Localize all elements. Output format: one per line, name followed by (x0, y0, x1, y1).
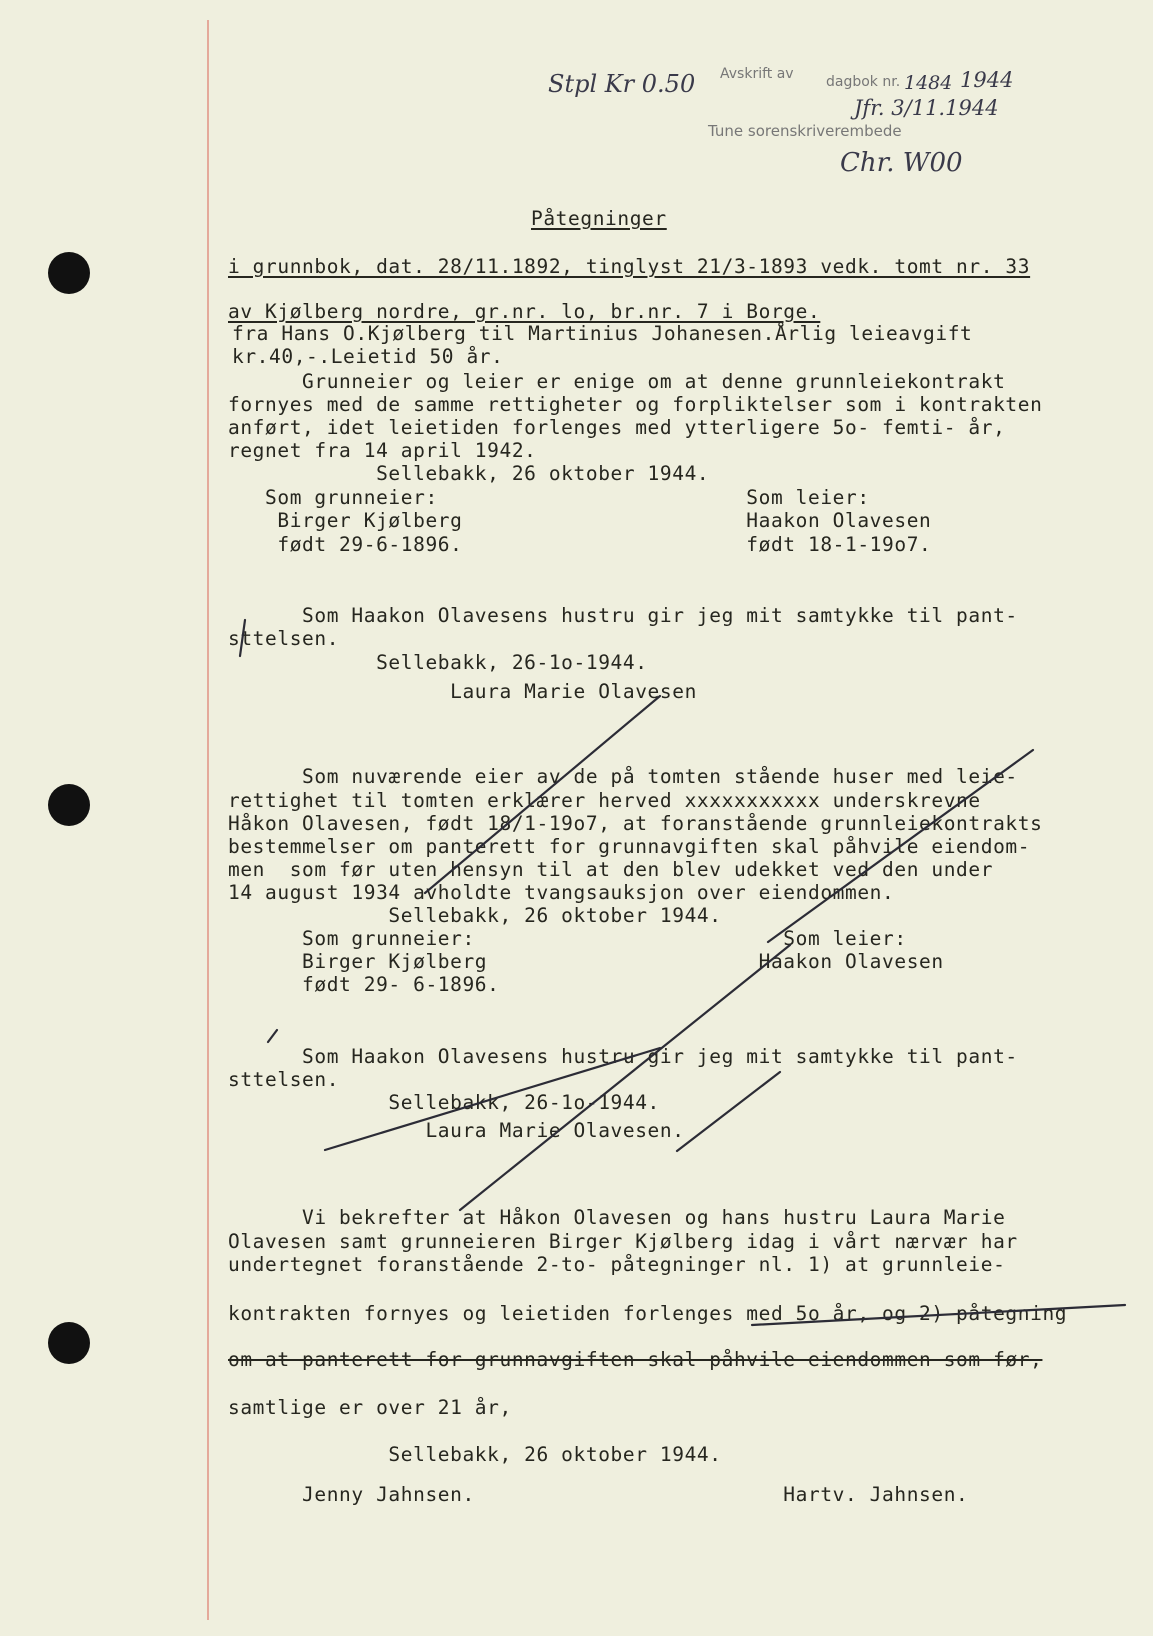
stamp-dagbok-label: dagbok nr. (826, 74, 901, 90)
text-line: samtlige er over 21 år, (228, 1396, 512, 1419)
text-line: Birger Kjølberg Haakon Olavesen (228, 950, 944, 973)
text-line: men som før uten hensyn til at den blev udekket ved den under (228, 858, 994, 881)
text-line: Håkon Olavesen, født 18/1-19o7, at foranstående grunnleiekontrakts (228, 812, 1043, 835)
text-line: fra Hans O.Kjølberg til Martinius Johanesen.Årlig leieavgift (232, 322, 973, 345)
text-line: Laura Marie Olavesen. (228, 1119, 685, 1142)
text-line-struck: om at panterett for grunnavgiften skal påhvile eiendommen som før, (228, 1348, 1043, 1371)
text-line: rettighet til tomten erklærer herved xxxxxxxxxxx underskrevne (228, 789, 981, 812)
text-line: Sellebakk, 26 oktober 1944. (228, 1443, 722, 1466)
text-line: Olavesen samt grunneieren Birger Kjølberg idag i vårt nærvær har (228, 1230, 1018, 1253)
text-line: regnet fra 14 april 1942. (228, 439, 537, 462)
text-line: Som grunneier: Som leier: (228, 927, 907, 950)
stamp-court: Tune sorenskriverembede (708, 122, 902, 140)
stamp-avskrift: Avskrift av (720, 66, 794, 82)
hand-signature-clerk: Chr. W00 (840, 148, 963, 178)
dagbok-year: 1944 (960, 68, 1014, 92)
text-line: bestemmelser om panterett for grunnavgiften skal påhvile eiendom- (228, 835, 1031, 858)
text-line: født 29- 6-1896. (228, 973, 500, 996)
text-line: Sellebakk, 26 oktober 1944. (228, 462, 710, 485)
text-line: i grunnbok, dat. 28/11.1892, tinglyst 21/3-1893 vedk. tomt nr. 33 (228, 255, 1031, 278)
hand-date: Jfr. 3/11.1944 (854, 96, 999, 120)
text-line: undertegnet foranstående 2-to- påtegninger nl. 1) at grunnleie- (228, 1253, 1006, 1276)
text-line: kr.40,-.Leietid 50 år. (232, 345, 504, 368)
document-title: Påtegninger (531, 207, 667, 230)
text-line: Som Haakon Olavesens hustru gir jeg mit samtykke til pant- (228, 1045, 1018, 1068)
text-line: Grunneier og leier er enige om at denne grunnleiekontrakt (228, 370, 1006, 393)
text-line: Sellebakk, 26-1o-1944. (228, 1091, 660, 1114)
text-line: fornyes med de samme rettigheter og forpliktelser som i kontrakten (228, 393, 1043, 416)
text-line: anført, idet leietiden forlenges med ytterligere 5o- femti- år, (228, 416, 1006, 439)
text-line: kontrakten fornyes og leietiden forlenges med 5o år, og 2) påtegning (228, 1302, 1068, 1325)
text-line: Som grunneier: Som leier: (228, 486, 870, 509)
text-line: av Kjølberg nordre, gr.nr. lo, br.nr. 7 i Borge. (228, 300, 821, 323)
text-line: Som nuværende eier av de på tomten stående huser med leie- (228, 765, 1018, 788)
text-line: Sellebakk, 26-1o-1944. (228, 651, 648, 674)
dagbok-number: 1484 (904, 72, 953, 94)
text-line: Jenny Jahnsen. Hartv. Jahnsen. (228, 1483, 969, 1506)
text-line: sttelsen. (228, 1068, 340, 1091)
hand-note-stamp-fee: Stpl Kr 0.50 (548, 70, 696, 98)
text-line: Birger Kjølberg Haakon Olavesen (228, 509, 932, 532)
text-line: Sellebakk, 26 oktober 1944. (228, 904, 722, 927)
text-line: Vi bekrefter at Håkon Olavesen og hans hustru Laura Marie (228, 1206, 1006, 1229)
text-line: Laura Marie Olavesen (228, 680, 697, 703)
text-line: sttelsen. (228, 627, 340, 650)
text-line: født 29-6-1896. født 18-1-19o7. (228, 533, 932, 556)
text-line: Som Haakon Olavesens hustru gir jeg mit samtykke til pant- (228, 604, 1018, 627)
text-line: 14 august 1934 avholdte tvangsauksjon over eiendommen. (228, 881, 895, 904)
